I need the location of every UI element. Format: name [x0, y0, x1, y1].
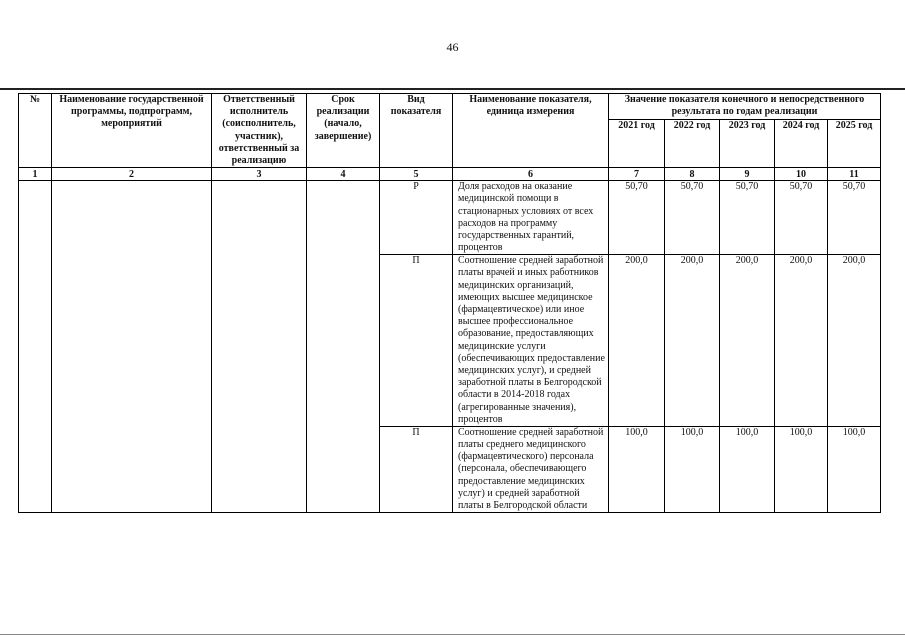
- header-period: Срок реализации (начало, завершение): [307, 94, 380, 168]
- bottom-rule: [0, 634, 905, 635]
- indicator-type: П: [380, 255, 453, 427]
- value-2022: 50,70: [665, 181, 720, 255]
- column-number: 5: [380, 168, 453, 181]
- column-number: 10: [775, 168, 828, 181]
- value-2022: 100,0: [665, 426, 720, 512]
- header-indicator-name: Наименование показателя, единица измерения: [453, 94, 609, 168]
- column-number: 8: [665, 168, 720, 181]
- header-year-2021: 2021 год: [609, 119, 665, 168]
- cell-period-empty: [307, 181, 380, 513]
- value-2024: 100,0: [775, 426, 828, 512]
- header-responsible: Ответственный исполнитель (соисполнитель, участник), ответственный за реализацию: [212, 94, 307, 168]
- indicator-type: П: [380, 426, 453, 512]
- header-number: №: [19, 94, 52, 168]
- value-2023: 200,0: [720, 255, 775, 427]
- column-number: 1: [19, 168, 52, 181]
- top-rule: [0, 88, 905, 90]
- value-2022: 200,0: [665, 255, 720, 427]
- value-2024: 200,0: [775, 255, 828, 427]
- value-2021: 200,0: [609, 255, 665, 427]
- cell-program-empty: [52, 181, 212, 513]
- value-2025: 200,0: [828, 255, 881, 427]
- header-program-name: Наименование государственной программы, подпрограмм, мероприятий: [52, 94, 212, 168]
- header-year-2023: 2023 год: [720, 119, 775, 168]
- column-number: 4: [307, 168, 380, 181]
- value-2021: 100,0: [609, 426, 665, 512]
- page-number: 46: [446, 40, 459, 54]
- header-indicator-type: Вид показателя: [380, 94, 453, 168]
- column-number: 6: [453, 168, 609, 181]
- value-2024: 50,70: [775, 181, 828, 255]
- indicators-table-wrapper: [18, 93, 881, 513]
- column-number: 2: [52, 168, 212, 181]
- indicator-name: Соотношение средней заработной платы среднего медицинского (фармацевтического) персонала (персонала, обеспечивающего предоставление медицинских услуг) и средней заработной платы в Белгородской области: [453, 426, 609, 512]
- value-2021: 50,70: [609, 181, 665, 255]
- indicator-type: Р: [380, 181, 453, 255]
- table-row: [19, 181, 881, 255]
- cell-responsible-empty: [212, 181, 307, 513]
- value-2023: 100,0: [720, 426, 775, 512]
- column-number: 11: [828, 168, 881, 181]
- value-2025: 100,0: [828, 426, 881, 512]
- header-values-group: Значение показателя конечного и непосредственного результата по годам реализации: [609, 94, 881, 120]
- indicators-table: [18, 93, 881, 513]
- value-2025: 50,70: [828, 181, 881, 255]
- indicator-name: Соотношение средней заработной платы врачей и иных работников медицинских организаций, имеющих высшее медицинское (фармацевтическое) или иное высшее профессиональное образование, предоставляющих медицинские услуги (обеспечивающих предоставление медицинских услуг), и средней заработной платы в Белгородской области в 2014-2018 годах (агрегированные значения), процентов: [453, 255, 609, 427]
- column-number: 7: [609, 168, 665, 181]
- column-number: 9: [720, 168, 775, 181]
- header-year-2024: 2024 год: [775, 119, 828, 168]
- value-2023: 50,70: [720, 181, 775, 255]
- header-year-2025: 2025 год: [828, 119, 881, 168]
- column-number: 3: [212, 168, 307, 181]
- header-year-2022: 2022 год: [665, 119, 720, 168]
- indicator-name: Доля расходов на оказание медицинской помощи в стационарных условиях от всех расходов на программу государственных гарантий, процентов: [453, 181, 609, 255]
- cell-number-empty: [19, 181, 52, 513]
